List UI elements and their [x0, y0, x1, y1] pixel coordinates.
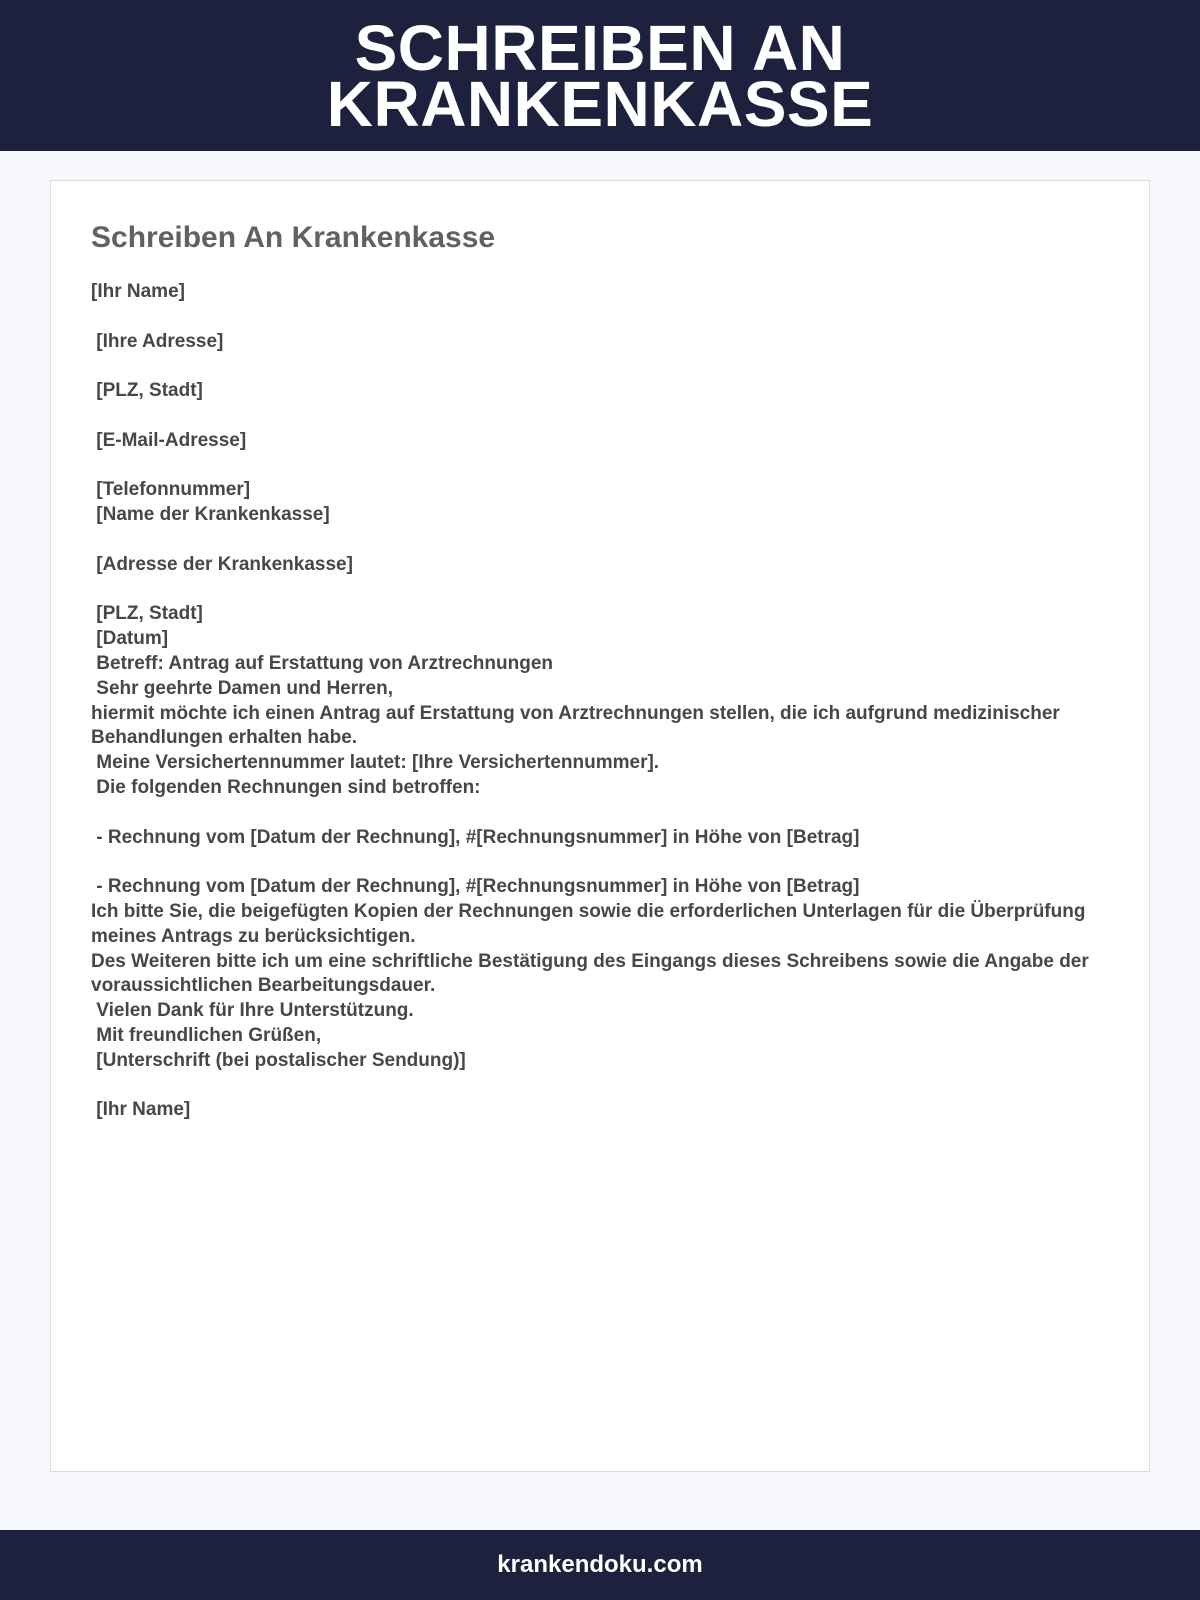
footer-bar: [0, 1530, 1200, 1600]
document-heading: Schreiben An Krankenkasse: [91, 221, 496, 254]
footer-site-name: krankendoku.com: [497, 1551, 703, 1578]
letter-body: [Ihr Name] [Ihre Adresse] [PLZ, Stadt] [E-Mail-Adresse] [Telefonnummer] [Name der Krankenkasse] [Adresse der Krankenkasse] [PLZ, Stadt] [Datum] Betreff: Antrag auf Erstattung von Arztrechnungen Sehr geehrte Damen und Herren, hiermit möchte ich einen Antrag auf Erstattung von Arztrechnungen stellen, die ich aufgrund medizinischer Behandlungen erhalten habe. Meine Versichertennummer lautet: [Ihre Versichertennummer]. Die folgenden Rechnungen sind betroffen: - Rechnung vom [Datum der Rechnung], #[Rechnungsnummer] in Höhe von [Betrag] - Rechnung vom [Datum der Rechnung], #[Rechnungsnummer] in Höhe von [Betrag] Ich bitte Sie, die beigefügten Kopien der Rechnungen sowie die erforderlichen Unterlagen für die Überprüfung meines Antrags zu berücksichtigen. Des Weiteren bitte ich um eine schriftliche Bestätigung des Eingangs dieses Schreibens sowie die Angabe der voraussichtlichen Bearbeitungsdauer. Vielen Dank für Ihre Unterstützung. Mit freundlichen Grüßen, [Unterschrift (bei postalischer Sendung)] [Ihr Name]: [91, 281, 1089, 1121]
banner-title: SCHREIBEN AN KRANKENKASSE: [326, 11, 874, 140]
header-banner: [0, 0, 1200, 151]
document-sheet: [50, 180, 1150, 1472]
